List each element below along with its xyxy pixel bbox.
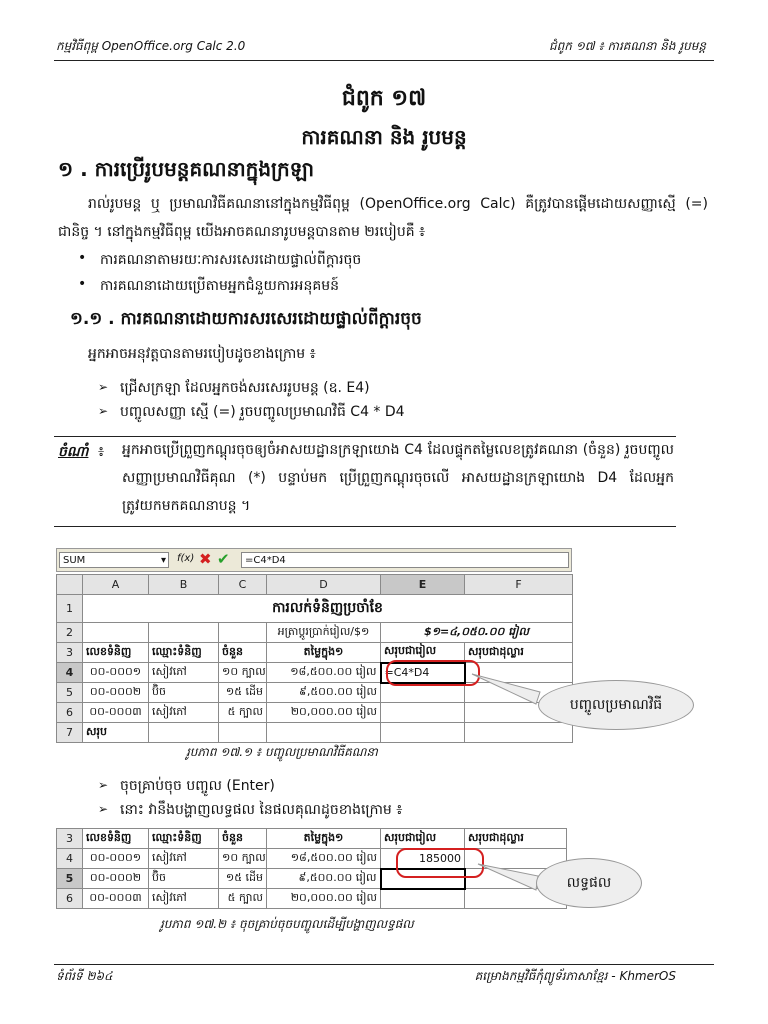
formula-input[interactable]: =C4*D4 (241, 552, 569, 568)
cell[interactable]: ០០-០០០៣ (83, 703, 149, 723)
cell[interactable]: ០០-០០០១ (83, 663, 149, 683)
cell[interactable]: ១៥ ដើម (219, 869, 267, 889)
cell[interactable]: ៥ ក្បាល (219, 703, 267, 723)
sheet-grid (56, 574, 573, 743)
cancel-icon[interactable]: ✖ (199, 550, 212, 568)
cell[interactable] (83, 623, 149, 643)
step-item: ➢ ជ្រើសក្រឡា ដែលអ្នកចង់សរសេររូបមន្ត (ឧ. E4) (120, 378, 370, 399)
name-box[interactable]: SUM ▾ (59, 552, 169, 568)
column-title[interactable]: លេខទំនិញ (83, 643, 149, 663)
table-row (57, 829, 567, 849)
column-title[interactable]: ចំនួន (219, 643, 267, 663)
column-header[interactable]: C (219, 575, 267, 595)
callout-pointer (476, 858, 546, 898)
cell[interactable]: ១៥ ដើម (219, 683, 267, 703)
formula-toolbar (56, 548, 572, 572)
cell[interactable]: ៩,៥០០.០០ រៀល (267, 683, 381, 703)
exchange-rate-value[interactable]: $១=៤,០៥០.០០ រៀល (381, 623, 573, 643)
spreadsheet-screenshot-1 (56, 548, 572, 744)
row-header[interactable]: 4 (57, 849, 83, 869)
row-header[interactable]: 6 (57, 703, 83, 723)
cell[interactable]: ប៊ិច (149, 869, 219, 889)
cell[interactable]: ២០,០០០.០០ រៀល (267, 703, 381, 723)
column-title[interactable]: សរុបជារៀល (381, 829, 465, 849)
table-row (57, 643, 573, 663)
accept-icon[interactable]: ✔ (217, 550, 230, 568)
note-label: ចំណាំ (58, 444, 89, 460)
chapter-title: ការគណនា និង រូបមន្ត (301, 125, 467, 149)
cell[interactable]: ០០-០០០១ (83, 849, 149, 869)
row-header[interactable]: 7 (57, 723, 83, 743)
row-header[interactable]: 3 (57, 643, 83, 663)
active-cell-e4[interactable]: =C4*D4 (381, 663, 465, 683)
callout-enter-formula: បញ្ចូលប្រមាណវិធី (538, 680, 694, 730)
cell[interactable]: ១០ ក្បាល (219, 663, 267, 683)
section-1-1-heading: ១.១ . ការគណនាដោយការសរសេរដោយផ្ទាល់ពីក្តារចុច (70, 309, 422, 329)
row-header[interactable]: 5 (57, 683, 83, 703)
cell[interactable]: សៀវភៅ (149, 663, 219, 683)
cell[interactable]: ១៨,៥០០.០០ រៀល (267, 663, 381, 683)
row-header[interactable]: 3 (57, 829, 83, 849)
cell[interactable] (267, 723, 381, 743)
cell[interactable]: សៀវភៅ (149, 703, 219, 723)
callout-result: លទ្ធផល (536, 858, 642, 908)
header-divider (54, 60, 714, 61)
footer-divider (54, 964, 714, 965)
column-header-row (57, 575, 573, 595)
column-header[interactable]: E (381, 575, 465, 595)
cell[interactable] (219, 623, 267, 643)
cell[interactable] (149, 723, 219, 743)
bullet-item: • ការគណនាតាមរយៈការសរសេរដោយផ្ទាល់ពីក្តារចុច (100, 250, 361, 271)
table-row (57, 595, 573, 623)
row-header[interactable]: 1 (57, 595, 83, 623)
cell[interactable] (219, 723, 267, 743)
cell[interactable]: ០០-០០០២ (83, 683, 149, 703)
step-item: ➢ ចុចគ្រាប់ចុច បញ្ចូល (Enter) (120, 776, 275, 797)
note-text: អ្នកអាចប្រើព្រួញកណ្តុរចុចឲ្យចំអាសយដ្ឋានក្រឡាយោង C4 ដែលផ្ទុកតម្លៃលេខត្រូវគណនា (ចំនួន) រួចបញ្ចូលសញ្ញាប្រមាណវិធីគុណ (*) បន្ទាប់មក ប្រើព្រួញកណ្តុរចុចលើ អាសយដ្ឋានក្រឡាយោង D4 ដែលអ្នកត្រូវយកមកគណនាបន្ត ។ (122, 442, 674, 514)
row-header[interactable]: 2 (57, 623, 83, 643)
footer-page-number: ទំព័រទី ២៦៤ (56, 969, 113, 983)
cell[interactable]: សៀវភៅ (149, 849, 219, 869)
column-title[interactable]: តម្លៃក្នុង១ (267, 643, 381, 663)
corner-cell[interactable] (57, 575, 83, 595)
result-cell-e4[interactable]: 185000 (381, 849, 465, 869)
row-header[interactable]: 6 (57, 889, 83, 909)
cell[interactable] (381, 889, 465, 909)
cell[interactable]: ១៨,៥០០.០០ រៀល (267, 849, 381, 869)
cell[interactable] (381, 723, 465, 743)
column-title[interactable]: លេខទំនិញ (83, 829, 149, 849)
column-title[interactable]: សរុបជាដុល្លារ (465, 829, 567, 849)
column-title[interactable]: ឈ្មោះទំនិញ (149, 829, 219, 849)
note-colon: ៖ (98, 444, 105, 460)
cell[interactable]: ២០,០០០.០០ រៀល (267, 889, 381, 909)
column-header[interactable]: A (83, 575, 149, 595)
sheet-title-cell[interactable]: ការលក់ទំនិញប្រចាំខែ (83, 595, 573, 623)
cell[interactable]: ០០-០០០៣ (83, 889, 149, 909)
cell[interactable] (149, 623, 219, 643)
total-label[interactable]: សរុប (83, 723, 149, 743)
header-right: ជំពូក ១៧ ៖ ការគណនា និង រូបមន្ត (549, 39, 706, 53)
column-header[interactable]: D (267, 575, 381, 595)
row-header[interactable]: 4 (57, 663, 83, 683)
column-title[interactable]: សរុបជាដុល្លារ (465, 643, 573, 663)
column-title[interactable]: តម្លៃក្នុង១ (267, 829, 381, 849)
cell[interactable]: ៩,៥០០.០០ រៀល (267, 869, 381, 889)
cell[interactable]: ០០-០០០២ (83, 869, 149, 889)
cell[interactable]: ប៊ិច (149, 683, 219, 703)
table-row (57, 623, 573, 643)
figure-caption-2: រូបភាព ១៧.២ ៖ ចុចគ្រាប់ចុចបញ្ចូលដើម្បីបង្ហាញលទ្ធផល (160, 917, 414, 931)
header-left: កម្មវិធីពុម្ព OpenOffice.org Calc 2.0 (56, 39, 246, 53)
section-1-heading: ១ . ការប្រើរូបមន្តគណនាក្នុងក្រឡា (58, 157, 315, 181)
footer-project: គម្រោងកម្មវិធីកុំព្យូទ័រភាសាខ្មែរ - KhmerOS (474, 969, 676, 983)
cell[interactable]: ៥ ក្បាល (219, 889, 267, 909)
column-header[interactable]: F (465, 575, 573, 595)
chapter-number: ជំពូក ១៧ (341, 86, 427, 111)
section-1-paragraph: រាល់រូបមន្ត ឬ ប្រមាណវិធីគណនានៅក្នុងកម្មវិធីពុម្ព (OpenOffice.org Calc) គឺត្រូវបានផ្តើមដោយសញ្ញាស្មើ (=) ជានិច្ច ។ នៅក្នុងកម្មវិធីពុម្ព យើងអាចគណនារូបមន្តបានតាម ២របៀបគឺ ៖ (58, 196, 708, 240)
note-bottom-rule (54, 526, 676, 527)
step-item: ➢ បញ្ចូលសញ្ញា ស្មើ (=) រួចបញ្ចូលប្រមាណវិធី C4 * D4 (120, 402, 405, 423)
function-wizard-icon[interactable]: f(x) (177, 553, 195, 564)
bullet-item: • ការគណនាដោយប្រើតាមអ្នកជំនួយការអនុគមន៍ (100, 276, 339, 297)
column-title[interactable]: ឈ្មោះទំនិញ (149, 643, 219, 663)
column-header[interactable]: B (149, 575, 219, 595)
cell[interactable]: សៀវភៅ (149, 889, 219, 909)
highlight-oval (396, 848, 484, 878)
section-1-1-intro: អ្នកអាចអនុវត្តបានតាមរបៀបដូចខាងក្រោម ៖ (88, 346, 316, 362)
column-title[interactable]: ចំនួន (219, 829, 267, 849)
column-title[interactable]: សរុបជារៀល (381, 643, 465, 663)
cell[interactable] (465, 723, 573, 743)
figure-caption-1: រូបភាព ១៧.១ ៖ បញ្ចូលប្រមាណវិធីគណនា (186, 745, 378, 759)
row-header[interactable]: 5 (57, 869, 83, 889)
step-item: ➢ នោះ វានឹងបង្ហាញលទ្ធផល នៃផលគុណដូចខាងក្រោម ៖ (120, 800, 402, 821)
highlight-oval (386, 660, 480, 686)
cell[interactable] (381, 703, 465, 723)
exchange-rate-label[interactable]: អត្រាប្តូរប្រាក់រៀល/$១ (267, 623, 381, 643)
table-row (57, 723, 573, 743)
cell[interactable]: ១០ ក្បាល (219, 849, 267, 869)
